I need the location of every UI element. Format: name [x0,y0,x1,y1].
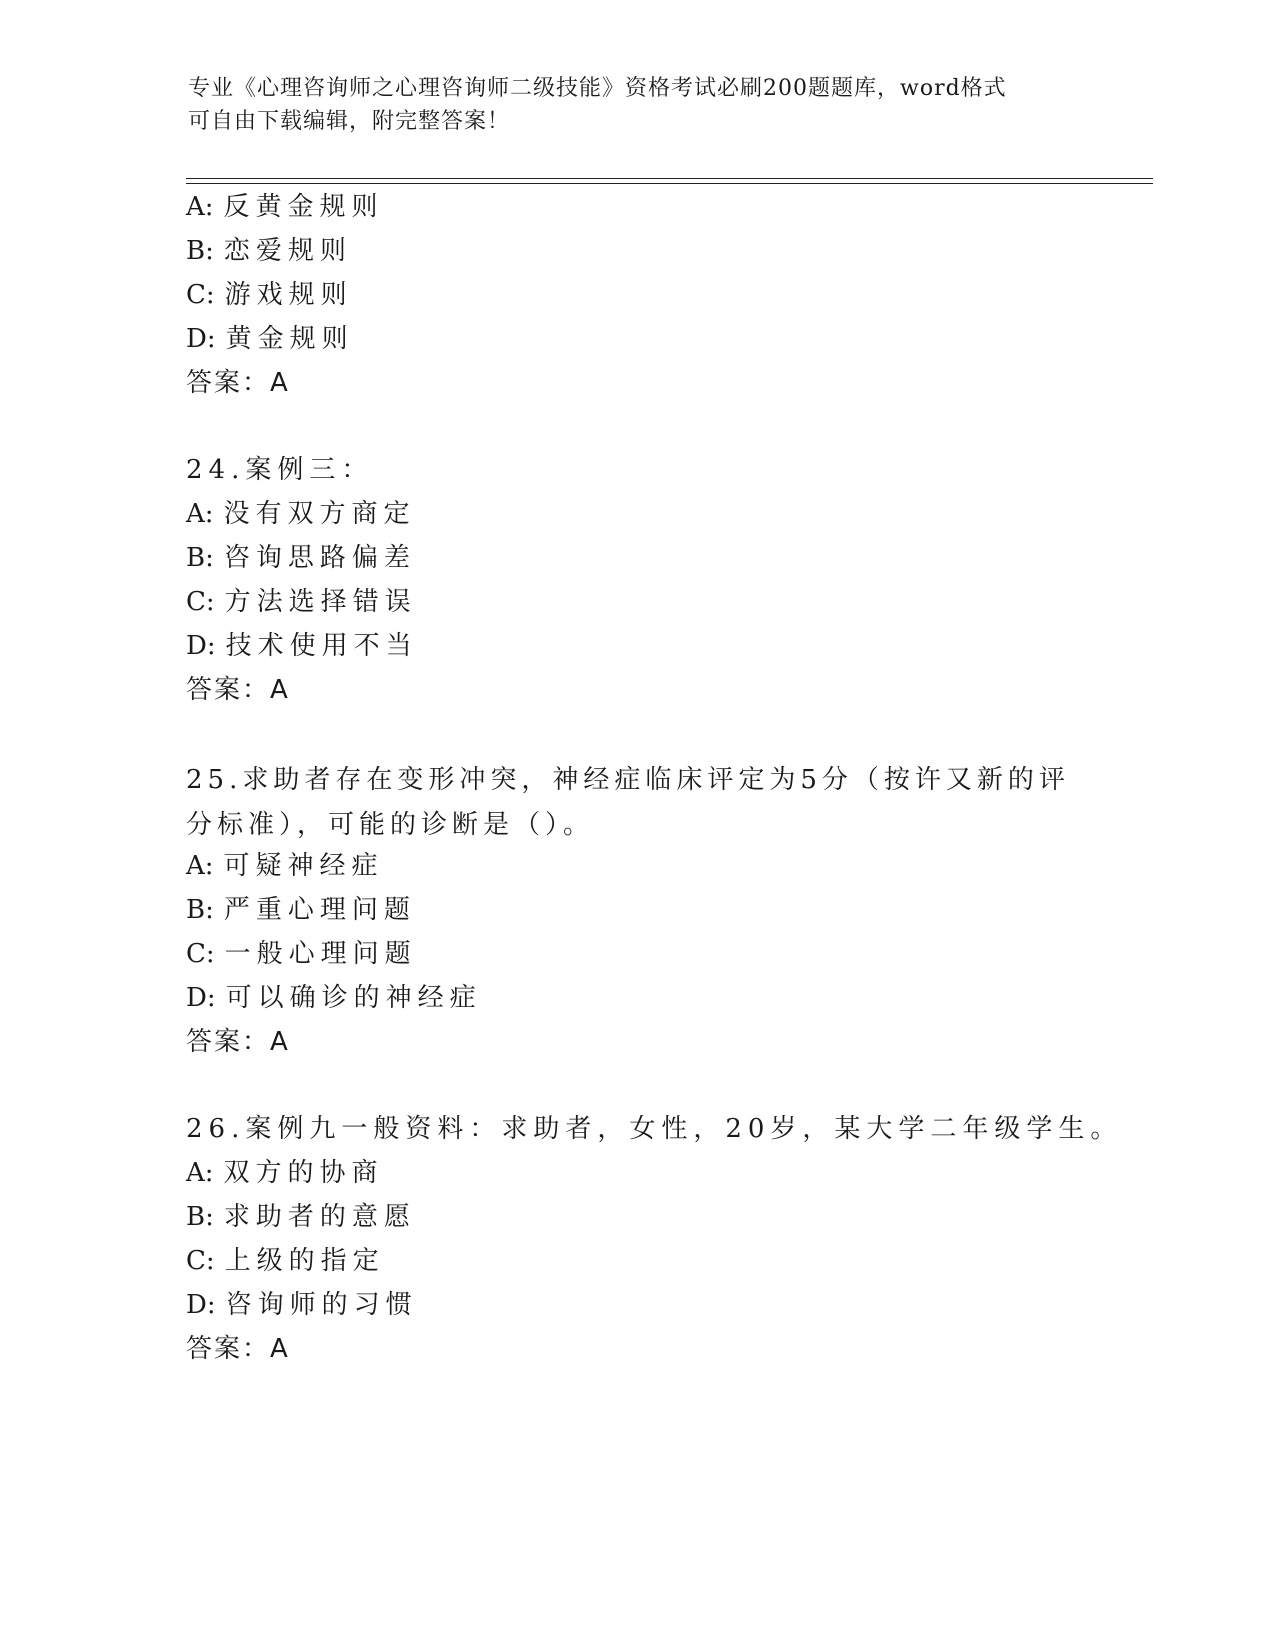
option-text: 恋爱规则 [223,236,352,266]
option-label: C: [186,280,215,310]
option-label: C: [186,939,215,969]
option-b [186,541,416,575]
header-line-1: 专业《心理咨询师之心理咨询师二级技能》资格考试必刷200题题库，word格式 [188,76,1007,101]
option-text: 可疑神经症 [223,851,384,881]
option-label: C: [186,1246,215,1276]
option-a [186,1156,384,1190]
option-label: B: [186,236,214,266]
question-24: 24.案例三： [186,455,374,485]
option-label: A: [186,499,214,529]
option-b [186,1200,416,1234]
option-text: 严重心理问题 [223,895,416,925]
option-d [186,981,482,1015]
option-text: 双方的协商 [223,1158,384,1188]
option-text: 没有双方商定 [223,499,416,529]
option-c [186,278,353,312]
option-label: B: [186,543,214,573]
question-26: 26.案例九一般资料：求助者，女性，20岁，某大学二年级学生。 [186,1114,1123,1144]
option-d [186,1288,418,1322]
option-b [186,893,416,927]
header-line-2: 可自由下载编辑，附完整答案！ [188,109,511,134]
option-text: 可以确诊的神经症 [225,983,482,1013]
option-d [186,322,354,356]
option-c [186,585,417,619]
option-label: D: [186,324,216,354]
document-header [188,72,1068,138]
option-a [186,497,416,531]
option-label: B: [186,895,214,925]
option-b [186,234,352,268]
option-d [186,629,418,663]
option-text: 上级的指定 [224,1246,385,1276]
option-a [186,849,384,883]
header-rule-top [186,178,1153,179]
option-label: B: [186,1202,214,1232]
option-label: A: [186,192,214,222]
option-text: 求助者的意愿 [223,1202,416,1232]
option-label: D: [186,1290,216,1320]
option-text: 咨询思路偏差 [223,543,416,573]
question-25: 25.求助者存在变形冲突，神经症临床评定为5分（按许又新的评分标准），可能的诊断是（）。 [186,765,1070,840]
option-text: 黄金规则 [225,324,354,354]
option-c [186,1244,385,1278]
option-label: A: [186,851,214,881]
option-text: 游戏规则 [224,280,353,310]
option-text: 反黄金规则 [223,192,384,222]
option-label: C: [186,587,215,617]
answer: 答案：A [186,368,290,398]
answer: 答案：A [186,1334,290,1364]
option-a [186,190,384,224]
option-label: A: [186,1158,214,1188]
option-label: D: [186,983,216,1013]
option-text: 咨询师的习惯 [225,1290,418,1320]
option-c [186,937,417,971]
header-rule-bottom [186,183,1153,184]
option-text: 一般心理问题 [224,939,417,969]
option-text: 方法选择错误 [224,587,417,617]
answer: 答案：A [186,1027,290,1057]
option-text: 技术使用不当 [225,631,418,661]
answer: 答案：A [186,675,290,705]
option-label: D: [186,631,216,661]
